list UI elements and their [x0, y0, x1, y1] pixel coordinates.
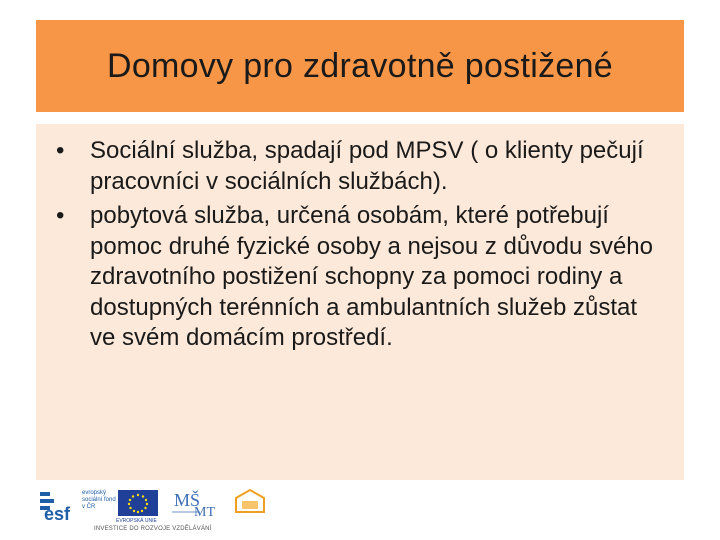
bullet-list — [36, 124, 684, 354]
op-vk-logo — [232, 488, 268, 520]
bullet-marker: • — [56, 202, 65, 229]
svg-text:esf: esf — [44, 504, 71, 524]
footer-caption: INVESTICE DO ROZVOJE VZDĚLÁVÁNÍ — [94, 526, 212, 532]
bullet-item — [56, 136, 664, 197]
bullet-text: Sociální služba, spadají pod MPSV ( o klienty pečují pracovníci v sociálních službách). — [90, 137, 644, 195]
svg-text:MŠ: MŠ — [174, 490, 201, 510]
esf-text: evropský sociální fond v ČR — [82, 490, 116, 510]
bullet-text: pobytová služba, určená osobám, které potřebují pomoc druhé fyzické osoby a nejsou z důvodu svého zdravotního postižení schopny za pomoci rodiny a dostupných terénních a ambulantních služeb zůstat ve svém domácím prostředí. — [90, 202, 654, 351]
eu-flag-logo — [118, 490, 158, 516]
svg-text:MT: MT — [194, 505, 215, 520]
bullet-item — [56, 201, 664, 354]
slide-title: Domovy pro zdravotně postižené — [106, 46, 614, 85]
eu-text: EVROPSKÁ UNIE — [116, 518, 157, 524]
footer-logos — [36, 482, 296, 538]
msmt-logo — [170, 486, 216, 520]
bullet-marker: • — [56, 137, 65, 164]
content-panel — [36, 124, 684, 480]
title-banner — [36, 20, 684, 112]
